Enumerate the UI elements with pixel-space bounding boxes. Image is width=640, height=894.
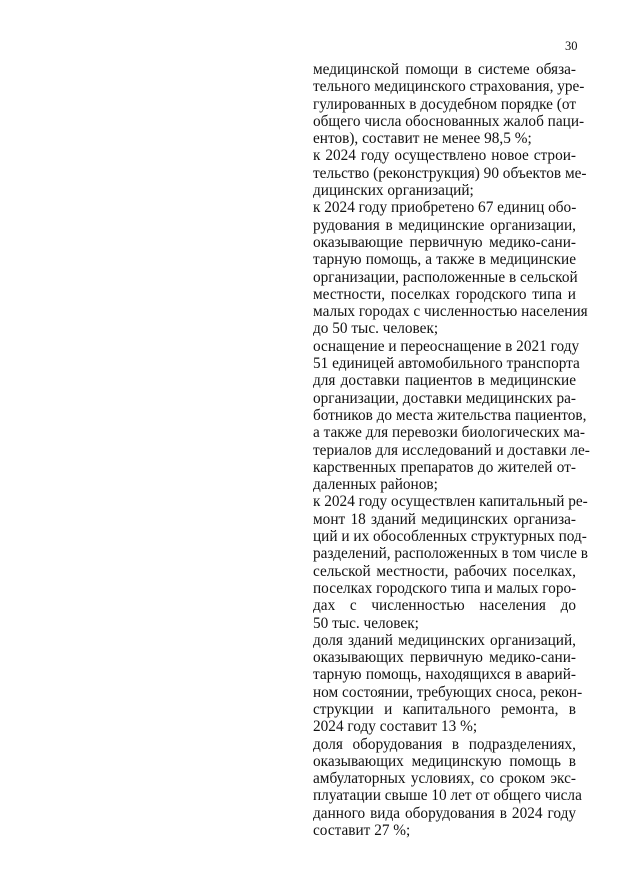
text-line: к 2024 году приобретено 67 единиц обо- xyxy=(313,199,577,217)
text-line: монт 18 зданий медицинских организа- xyxy=(313,510,576,528)
text-line: оказывающие первичную медико-сани- xyxy=(313,233,576,251)
paragraph xyxy=(313,147,587,200)
text-line: организации, расположенные в сельской xyxy=(313,268,578,286)
paragraph xyxy=(313,337,590,494)
text-line: 51 единицей автомобильного транспорта xyxy=(313,355,580,373)
text-line: организации, доставки медицинских ра- xyxy=(313,389,576,407)
text-line: сельской местности, рабочих поселках, xyxy=(313,562,576,580)
text-line: составит 27 %; xyxy=(313,822,411,840)
text-line: ентов), составит не менее 98,5 %; xyxy=(313,130,532,148)
paragraph xyxy=(313,631,583,736)
text-line: ном состоянии, требующих сноса, рекон- xyxy=(313,683,583,701)
text-line: до 50 тыс. человек; xyxy=(313,320,439,338)
text-line: гулированных в досудебном порядке (от xyxy=(313,95,577,113)
text-line: к 2024 году осуществлен капитальный ре- xyxy=(313,493,588,511)
text-line: даленных районов; xyxy=(313,476,438,494)
text-line: ботников до места жительства пациентов, xyxy=(313,406,587,424)
text-line: медицинской помощи в системе обяза- xyxy=(313,61,576,78)
text-line: карственных препаратов до жителей от- xyxy=(313,458,576,476)
text-line: 2024 году составит 13 %; xyxy=(313,718,478,736)
text-line: тарную помощь, находящихся в аварий- xyxy=(313,666,576,684)
text-line: плуатации свыше 10 лет от общего числа xyxy=(313,787,582,805)
paragraph xyxy=(313,61,585,148)
text-line: поселках городского типа и малых горо- xyxy=(313,579,577,597)
text-line: амбулаторных условиях, со сроком экс- xyxy=(313,770,576,788)
text-line: 50 тыс. человек; xyxy=(313,614,419,632)
text-line: для доставки пациентов в медицинские xyxy=(313,372,576,390)
text-line: доля зданий медицинских организаций, xyxy=(313,631,576,649)
text-line: общего числа обоснованных жалоб паци- xyxy=(313,112,585,130)
paragraph xyxy=(313,735,582,840)
text-line: малых городах с численностью населения xyxy=(313,303,588,321)
text-line: оказывающих первичную медико-сани- xyxy=(313,649,576,667)
text-line: местности, поселках городского типа и xyxy=(313,285,576,303)
text-line: данного вида оборудования в 2024 году xyxy=(313,804,576,822)
text-line: оказывающих медицинскую помощь в xyxy=(313,752,576,770)
text-line: тельство (реконструкция) 90 объектов ме- xyxy=(313,164,587,182)
paragraph xyxy=(313,493,588,632)
paragraph xyxy=(313,199,588,338)
text-line: к 2024 году осуществлено новое строи- xyxy=(313,147,576,165)
text-line: а также для перевозки биологических ма- xyxy=(313,424,585,442)
document-text-column xyxy=(313,61,590,840)
text-line: тарную помощь, а также в медицинские xyxy=(313,251,576,269)
text-line: струкции и капитального ремонта, в xyxy=(313,700,576,718)
text-line: тельного медицинского страхования, уре- xyxy=(313,78,585,96)
text-line: оснащение и переоснащение в 2021 году xyxy=(313,337,580,355)
text-line: доля оборудования в подразделениях, xyxy=(313,735,576,753)
text-line: дах с численностью населения до xyxy=(313,597,576,615)
text-line: ций и их обособленных структурных под- xyxy=(313,528,587,546)
text-line: дицинских организаций; xyxy=(313,182,474,200)
text-line: разделений, расположенных в том числе в xyxy=(313,545,588,563)
page-number: 30 xyxy=(565,39,578,53)
text-line: териалов для исследований и доставки ле- xyxy=(313,441,590,459)
text-line: рудования в медицинские организации, xyxy=(313,216,576,234)
